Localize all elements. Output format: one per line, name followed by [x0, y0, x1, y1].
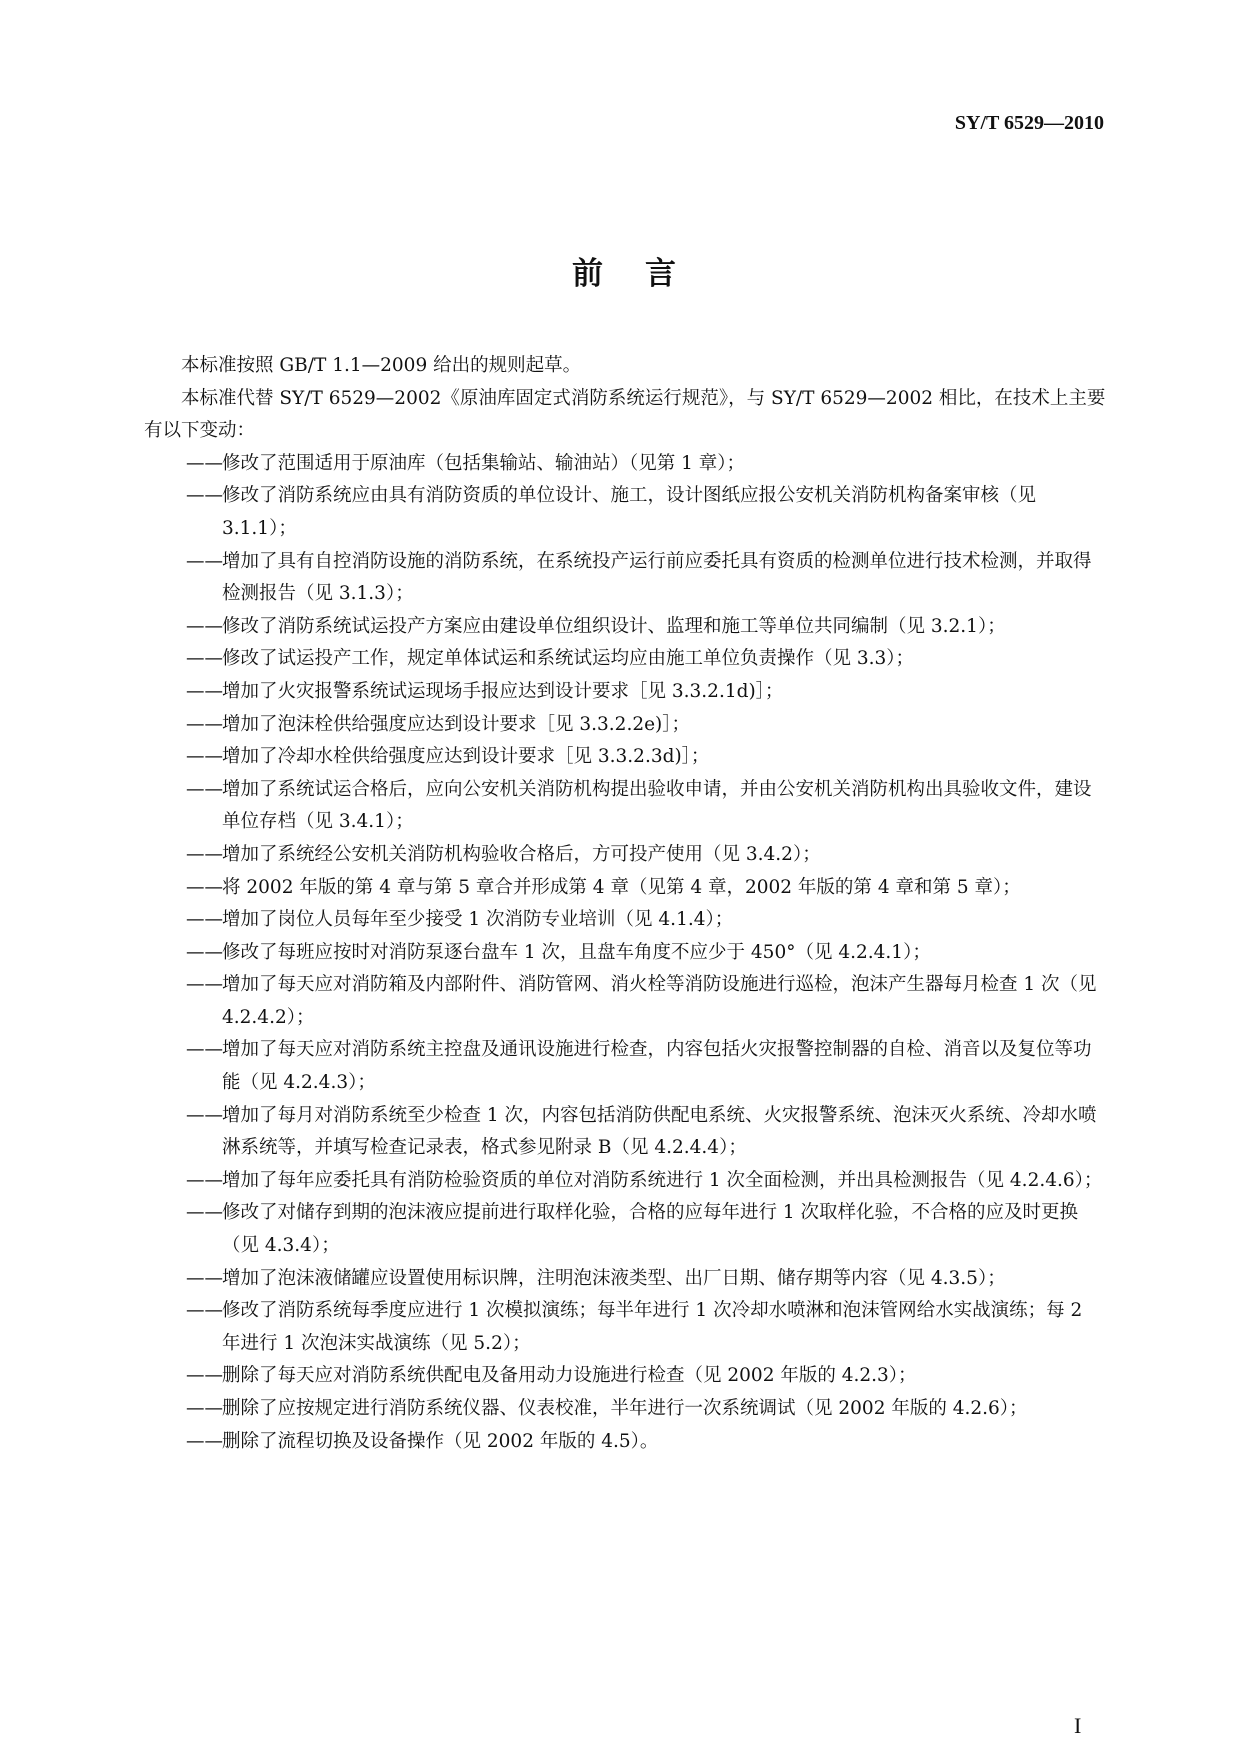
change-item-text: 修改了消防系统试运投产方案应由建设单位组织设计、监理和施工等单位共同编制（见 3.2.1）； — [222, 615, 1006, 637]
dash-marker: —— — [186, 876, 223, 898]
change-item-text: 增加了火灾报警系统试运现场手报应达到设计要求［见 3.3.2.1d)］； — [222, 680, 784, 702]
dash-marker: —— — [186, 680, 223, 702]
change-list-item — [144, 872, 1106, 905]
change-item-text: 增加了每天应对消防箱及内部附件、消防管网、消火栓等消防设施进行巡检，泡沫产生器每月检查 1 次（见 4.2.4.2）； — [222, 974, 1097, 1028]
change-list-item — [144, 643, 1106, 676]
dash-marker: —— — [186, 746, 223, 768]
change-list-item — [144, 839, 1106, 872]
change-list-item — [144, 1263, 1106, 1296]
change-item-text: 修改了消防系统每季度应进行 1 次模拟演练；每半年进行 1 次冷却水喷淋和泡沫管网给水实战演练；每 2 年进行 1 次泡沫实战演练（见 5.2）； — [222, 1300, 1083, 1354]
dash-marker: —— — [186, 1202, 223, 1224]
intro-paragraph: 本标准代替 SY/T 6529—2002《原油库固定式消防系统运行规范》，与 SY/T 6529—2002 相比，在技术上主要有以下变动： — [144, 387, 1106, 442]
change-item-text: 删除了流程切换及设备操作（见 2002 年版的 4.5）。 — [222, 1430, 659, 1452]
change-item-text: 修改了范围适用于原油库（包括集输站、输油站）（见第 1 章）； — [222, 452, 746, 474]
page-number: I — [1074, 1713, 1082, 1738]
change-list-item — [144, 1034, 1106, 1099]
change-list-item — [144, 1360, 1106, 1393]
change-item-text: 增加了系统试运合格后，应向公安机关消防机构提出验收申请，并由公安机关消防机构出具验收文件，建设单位存档（见 3.4.1）； — [222, 778, 1092, 833]
change-list-item — [144, 969, 1106, 1034]
change-list-item — [144, 774, 1106, 839]
change-item-text: 增加了系统经公安机关消防机构验收合格后，方可投产使用（见 3.4.2）； — [222, 843, 821, 865]
change-item-text: 增加了每天应对消防系统主控盘及通讯设施进行检查，内容包括火灾报警控制器的自检、消音以及复位等功能（见 4.2.4.3）； — [222, 1039, 1092, 1094]
dash-marker: —— — [186, 974, 223, 996]
change-item-text: 删除了每天应对消防系统供配电及备用动力设施进行检查（见 2002 年版的 4.2.3）； — [222, 1365, 917, 1387]
change-list-item — [144, 1197, 1106, 1262]
dash-marker: —— — [186, 1267, 223, 1289]
dash-marker: —— — [186, 648, 223, 670]
dash-marker: —— — [186, 452, 223, 474]
change-list-item — [144, 1393, 1106, 1426]
dash-marker: —— — [186, 485, 223, 507]
change-list-item — [144, 676, 1106, 709]
change-list-item — [144, 1426, 1106, 1459]
dash-marker: —— — [186, 1430, 223, 1452]
change-list-item — [144, 741, 1106, 774]
change-list-item — [144, 1165, 1106, 1198]
change-item-text: 增加了具有自控消防设施的消防系统，在系统投产运行前应委托具有资质的检测单位进行技术检测，并取得检测报告（见 3.1.3）； — [222, 550, 1092, 605]
change-list-item — [144, 546, 1106, 611]
dash-marker: —— — [186, 1039, 223, 1061]
change-item-text: 修改了消防系统应由具有消防资质的单位设计、施工，设计图纸应报公安机关消防机构备案审核（见 3.1.1）； — [222, 485, 1037, 539]
dash-marker: —— — [186, 1169, 223, 1191]
dash-marker: —— — [186, 1300, 223, 1322]
change-list-item — [144, 937, 1106, 970]
change-item-text: 修改了试运投产工作，规定单体试运和系统试运均应由施工单位负责操作（见 3.3）； — [222, 648, 915, 670]
change-item-text: 修改了每班应按时对消防泵逐台盘车 1 次，且盘车角度不应少于 450°（见 4.2.4.1）； — [222, 941, 931, 963]
dash-marker: —— — [186, 615, 223, 637]
change-item-text: 增加了冷却水栓供给强度应达到设计要求［见 3.3.2.3d)］； — [222, 746, 710, 768]
dash-marker: —— — [186, 778, 223, 800]
change-item-text: 修改了对储存到期的泡沫液应提前进行取样化验，合格的应每年进行 1 次取样化验，不合格的应及时更换（见 4.3.4）； — [222, 1202, 1079, 1257]
change-item-text: 增加了泡沫栓供给强度应达到设计要求［见 3.3.2.2e)］； — [222, 713, 691, 735]
dash-marker: —— — [186, 713, 223, 735]
intro-paragraph: 本标准按照 GB/T 1.1—2009 给出的规则起草。 — [181, 355, 582, 376]
standard-number-header: SY/T 6529—2010 — [954, 112, 1104, 134]
change-list-item — [144, 1100, 1106, 1165]
change-item-text: 增加了岗位人员每年至少接受 1 次消防专业培训（见 4.1.4）； — [222, 909, 734, 931]
change-list-item — [144, 709, 1106, 742]
document-body — [144, 350, 1106, 1458]
dash-marker: —— — [186, 1104, 223, 1126]
change-item-text: 增加了每年应委托具有消防检验资质的单位对消防系统进行 1 次全面检测，并出具检测报告（见 4.2.4.6）； — [222, 1169, 1103, 1191]
change-item-text: 将 2002 年版的第 4 章与第 5 章合并形成第 4 章（见第 4 章，2002 年版的第 4 章和第 5 章）； — [222, 876, 1021, 898]
change-list-item — [144, 448, 1106, 481]
dash-marker: —— — [186, 1398, 223, 1419]
change-item-text: 增加了泡沫液储罐应设置使用标识牌，注明泡沫液类型、出厂日期、储存期等内容（见 4.3.5）； — [222, 1267, 1006, 1289]
change-list-item — [144, 611, 1106, 644]
page-title: 前言 — [572, 256, 718, 292]
dash-marker: —— — [186, 550, 223, 572]
change-list-item — [144, 904, 1106, 937]
change-list-item — [144, 480, 1106, 545]
dash-marker: —— — [186, 1365, 223, 1387]
change-item-text: 删除了应按规定进行消防系统仪器、仪表校准，半年进行一次系统调试（见 2002 年版的 4.2.6）； — [222, 1398, 1028, 1419]
dash-marker: —— — [186, 909, 223, 931]
dash-marker: —— — [186, 843, 223, 865]
change-item-text: 增加了每月对消防系统至少检查 1 次，内容包括消防供配电系统、火灾报警系统、泡沫灭火系统、冷却水喷淋系统等，并填写检查记录表，格式参见附录 B（见 4.2.4.4）； — [222, 1104, 1097, 1159]
change-list-item — [144, 1295, 1106, 1360]
dash-marker: —— — [186, 941, 223, 963]
